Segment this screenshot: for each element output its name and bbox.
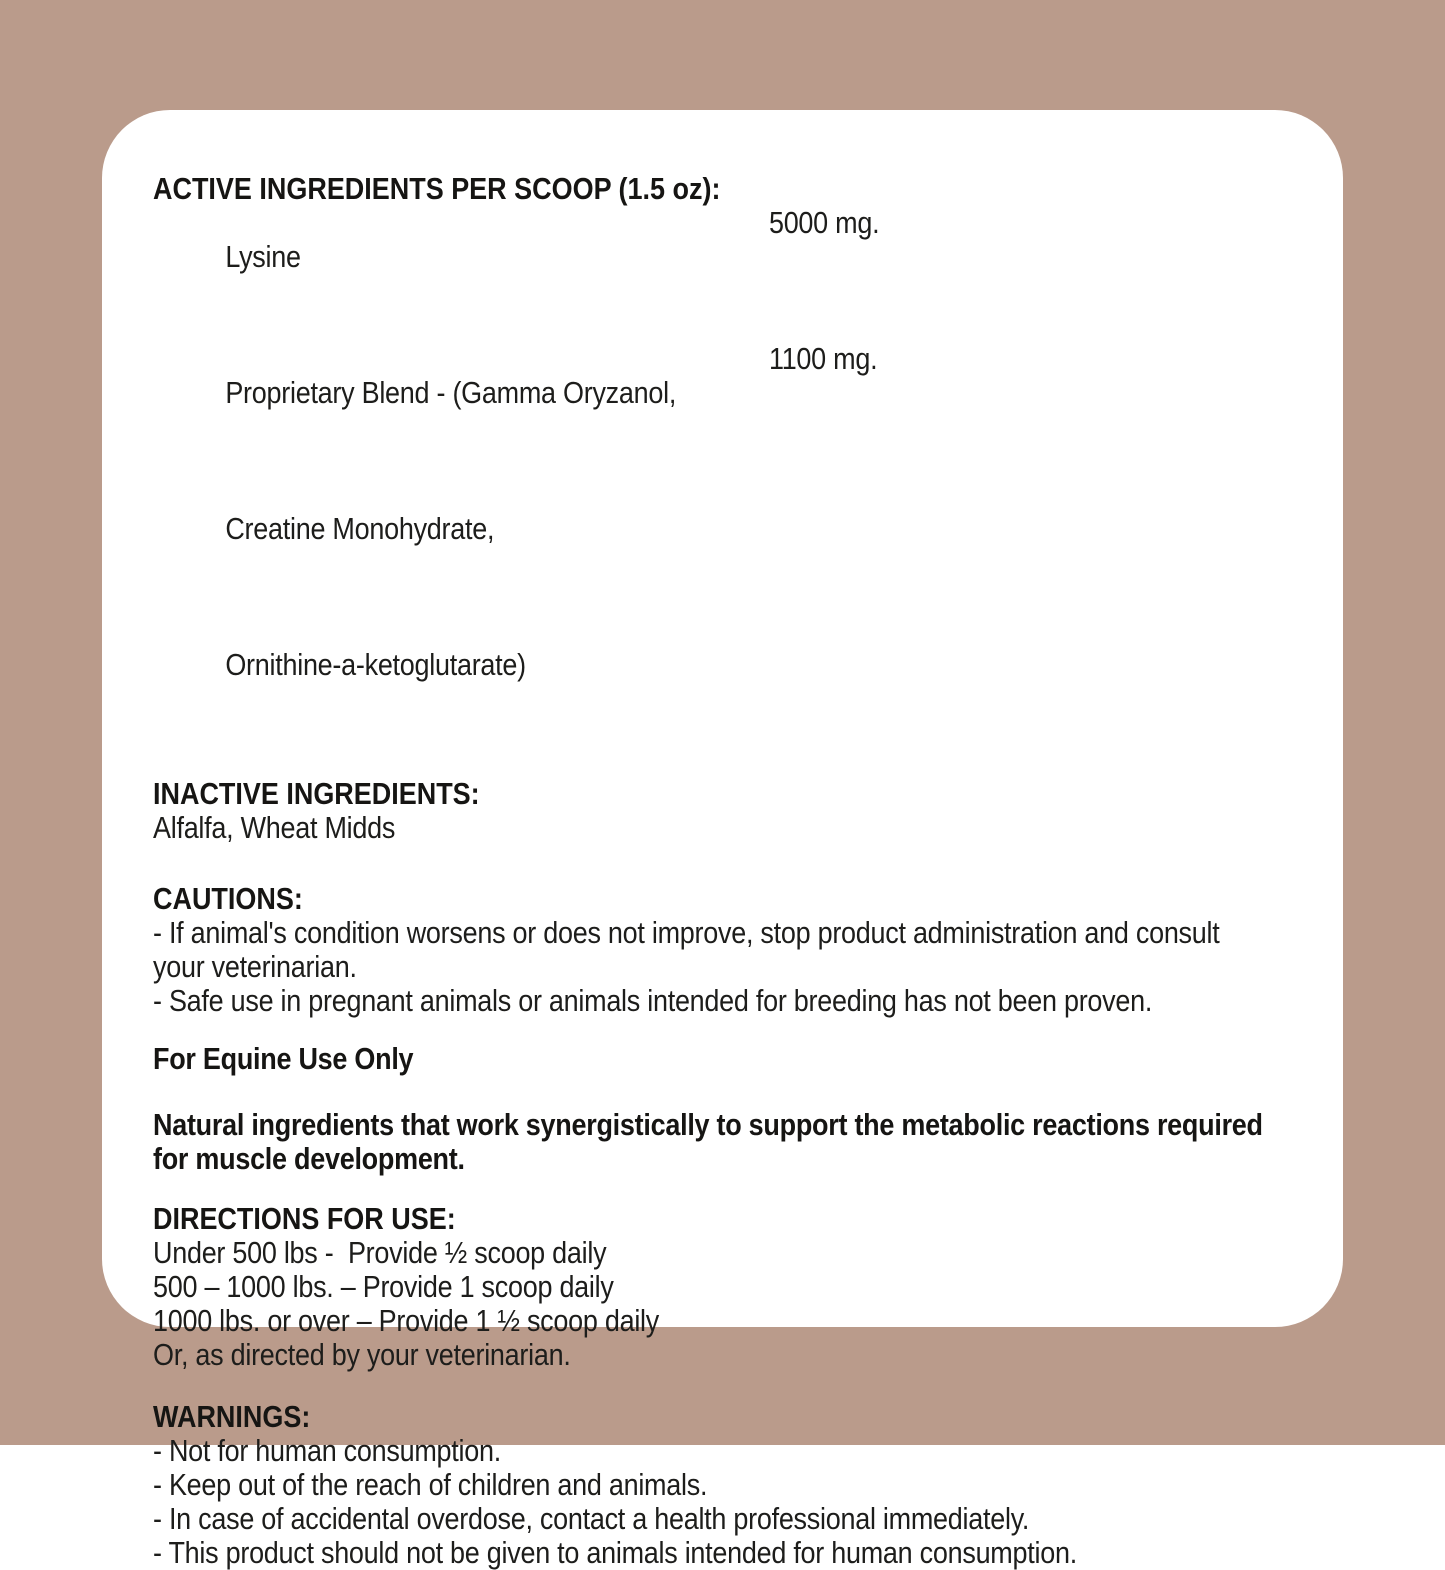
cautions-line: - Safe use in pregnant animals or animals intended for breeding has not been proven. <box>153 983 1153 1018</box>
description-line: Natural ingredients that work synergistically to support the metabolic reactions required <box>153 1107 1263 1142</box>
cautions-heading: CAUTIONS: <box>153 881 303 916</box>
ingredient-amount: 5000 mg. <box>768 205 880 240</box>
directions-line: 1000 lbs. or over – Provide 1 ½ scoop daily <box>153 1303 660 1338</box>
ingredient-row <box>153 206 1354 342</box>
directions-section <box>153 1202 1354 1372</box>
warnings-line: - Not for human consumption. <box>153 1433 501 1468</box>
warnings-line: - This product should not be given to animals intended for human consumption. <box>153 1535 1077 1570</box>
cautions-section <box>153 882 1354 1018</box>
warnings-line: - Keep out of the reach of children and animals. <box>153 1467 708 1502</box>
ingredient-name: Ornithine-a-ketoglutarate) <box>225 647 526 682</box>
active-ingredients-section <box>153 172 1354 750</box>
equine-use-statement: For Equine Use Only <box>153 1041 414 1076</box>
cautions-line: - If animal's condition worsens or does not improve, stop product administration and consult <box>153 915 1220 950</box>
ingredient-name: Lysine <box>225 239 301 274</box>
warnings-heading: WARNINGS: <box>153 1399 311 1434</box>
inactive-ingredients-section <box>153 777 1354 845</box>
ingredient-amount: 1100 mg. <box>768 341 878 376</box>
label-card <box>102 110 1343 1570</box>
ingredient-row <box>153 614 1354 750</box>
directions-heading: DIRECTIONS FOR USE: <box>153 1201 456 1236</box>
warnings-section <box>153 1400 1354 1570</box>
ingredient-name: Proprietary Blend - (Gamma Oryzanol, <box>225 375 677 410</box>
ingredient-row <box>153 478 1354 614</box>
equine-use-section <box>153 1042 1354 1076</box>
cautions-line: your veterinarian. <box>153 949 357 984</box>
active-ingredients-heading: ACTIVE INGREDIENTS PER SCOOP (1.5 oz): <box>153 171 721 206</box>
ingredient-row <box>153 342 1354 478</box>
inactive-ingredients-heading: INACTIVE INGREDIENTS: <box>153 776 480 811</box>
warnings-line: - In case of accidental overdose, contact a health professional immediately. <box>153 1501 1030 1536</box>
description-line: for muscle development. <box>153 1141 465 1176</box>
description-section <box>153 1108 1354 1176</box>
directions-line: 500 – 1000 lbs. – Provide 1 scoop daily <box>153 1269 614 1304</box>
ingredient-name: Creatine Monohydrate, <box>225 511 495 546</box>
inactive-ingredients-line: Alfalfa, Wheat Midds <box>153 810 396 845</box>
directions-line: Under 500 lbs - Provide ½ scoop daily <box>153 1235 607 1270</box>
label-content <box>153 172 1354 1570</box>
directions-line: Or, as directed by your veterinarian. <box>153 1337 571 1372</box>
